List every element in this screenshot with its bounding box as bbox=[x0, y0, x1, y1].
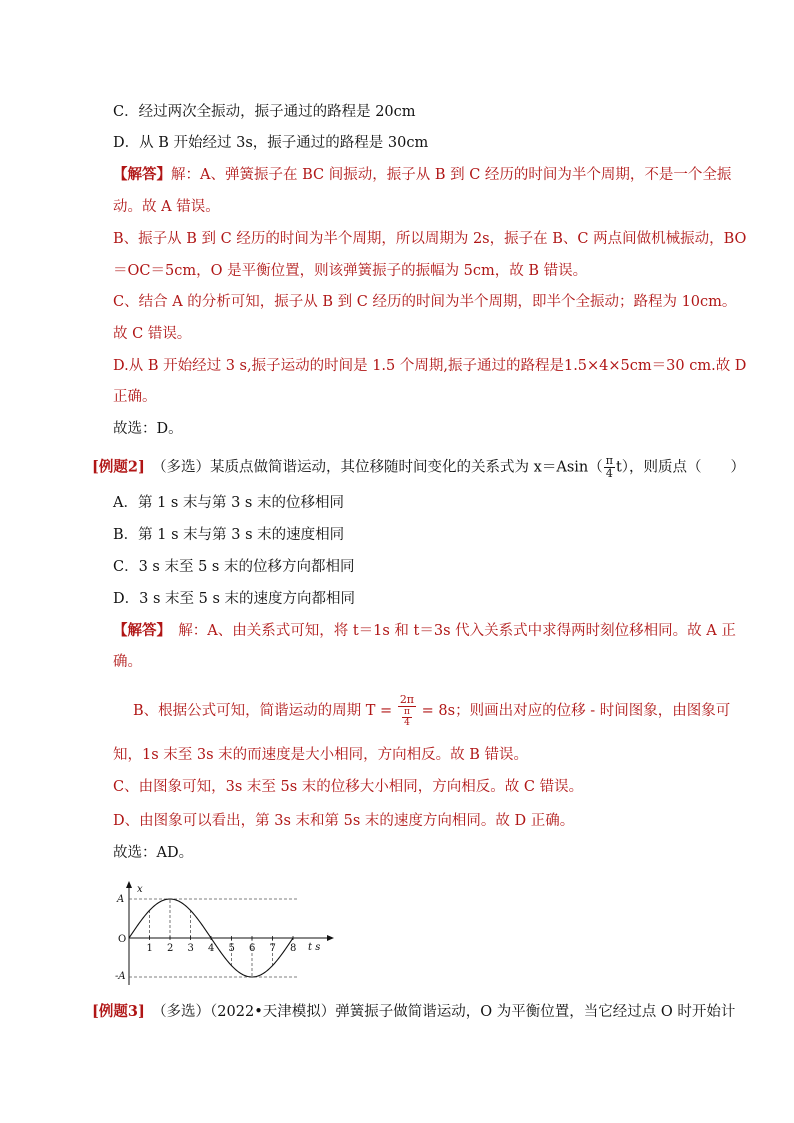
answer-2-line-5: D、由图象可以看出，第 3s 末和第 5s 末的速度方向相同。故 D 正确。 bbox=[113, 813, 575, 829]
answer-1-line-6: 故 C 错误。 bbox=[113, 326, 192, 342]
origin-label: O bbox=[118, 934, 127, 945]
example-2-option-c: C．3 s 末至 5 s 末的位移方向都相同 bbox=[113, 559, 355, 575]
y-axis-arrow bbox=[126, 881, 132, 888]
answer-1-line-2: 动。故 A 错误。 bbox=[113, 199, 220, 215]
tick-label-t3: 3 bbox=[187, 943, 194, 954]
example-3-tag: [例题3] bbox=[92, 1003, 145, 1020]
example-2-option-d: D．3 s 末至 5 s 末的速度方向都相同 bbox=[113, 591, 356, 607]
answer-1-line-1 bbox=[113, 165, 731, 185]
answer-2-period-line bbox=[133, 694, 730, 728]
example-2-question bbox=[92, 455, 745, 480]
tick-label-t8: 8 bbox=[290, 943, 297, 954]
answer-1-line-3: B、振子从 B 到 C 经历的时间为半个周期，所以周期为 2s，振子在 B、C 两点间做机械振动，BO bbox=[113, 231, 747, 247]
tick-label-t2: 2 bbox=[167, 943, 174, 954]
example-3-text: （多选）（2022•天津模拟）弹簧振子做简谐运动，O 为平衡位置，当它经过点 O 时开始计 bbox=[159, 1004, 736, 1020]
tick-label-t5: 5 bbox=[228, 943, 235, 954]
answer-2-line-2: 确。 bbox=[113, 654, 142, 670]
answer-2-text: 解：A、由关系式可知，将 t＝1s 和 t＝3s 代入关系式中求得两时刻位移相同。故 A 正 bbox=[178, 623, 736, 639]
option-c-line: C．经过两次全振动，振子通过的路程是 20cm bbox=[113, 104, 416, 120]
answer-2-choice: 故选：AD。 bbox=[113, 845, 194, 861]
answer-tag: 【解答】 bbox=[113, 166, 171, 183]
period-fraction: $\frac{2\pi}{\frac{\pi}{4}}$ bbox=[399, 693, 415, 728]
y-pos-label: A bbox=[117, 894, 125, 905]
example-2-text: （多选）某质点做简谐运动，其位移随时间变化的关系式为 x＝Asin（ bbox=[159, 459, 603, 476]
answer-2-tag: 【解答】 bbox=[113, 622, 164, 639]
example-2-option-b: B．第 1 s 末与第 3 s 末的速度相同 bbox=[113, 527, 345, 543]
period-text: B、根据公式可知，简谐运动的周期 T = bbox=[133, 703, 393, 719]
pi-over-4-fraction: $\frac{\pi}{4}$ bbox=[605, 454, 613, 480]
answer-2-line-1 bbox=[113, 621, 736, 641]
tick-label-t7: 7 bbox=[269, 943, 276, 954]
tick-label-t6: 6 bbox=[249, 943, 256, 954]
x-axis-arrow bbox=[327, 935, 334, 941]
option-d-line: D．从 B 开始经过 3s，振子通过的路程是 30cm bbox=[113, 135, 429, 151]
tick-label-t1: 1 bbox=[146, 943, 153, 954]
y-neg-label: -A bbox=[115, 971, 126, 982]
example-2-text-end: t），则质点（ ） bbox=[615, 459, 746, 476]
pi-over-4-small: $\frac{\pi}{4}$ bbox=[403, 707, 410, 728]
answer-1-line-7: D.从 B 开始经过 3 s,振子运动的时间是 1.5 个周期,振子通过的路程是1.5×4×5cm＝30 cm.故 D bbox=[113, 358, 747, 374]
answer-text: 解：A、弹簧振子在 BC 间振动，振子从 B 到 C 经历的时间为半个周期，不是一个全振 bbox=[171, 167, 732, 183]
answer-2-line-4: C、由图象可知，3s 末至 5s 末的位移大小相同，方向相反。故 C 错误。 bbox=[113, 779, 584, 795]
x-axis-label: t s bbox=[308, 942, 321, 953]
answer-1-line-4: ＝OC＝5cm，O 是平衡位置，则该弹簧振子的振幅为 5cm，故 B 错误。 bbox=[113, 263, 588, 279]
answer-2-line-3: 知，1s 末至 3s 末的而速度是大小相同，方向相反。故 B 错误。 bbox=[113, 747, 529, 763]
answer-1-line-8: 正确。 bbox=[113, 389, 157, 405]
sine-graph bbox=[112, 880, 337, 990]
tick-label-t4: 4 bbox=[208, 943, 215, 954]
period-text-end: = 8s；则画出对应的位移 - 时间图象，由图象可 bbox=[421, 703, 731, 719]
answer-1-line-5: C、结合 A 的分析可知，振子从 B 到 C 经历的时间为半个周期，即半个全振动；路程为 10cm。 bbox=[113, 294, 737, 310]
example-3-question bbox=[92, 1002, 735, 1022]
example-2-option-a: A．第 1 s 末与第 3 s 末的位移相同 bbox=[113, 495, 344, 511]
answer-1-choice: 故选：D。 bbox=[113, 421, 183, 437]
graph-axes bbox=[115, 881, 334, 985]
y-axis-label: x bbox=[137, 884, 143, 895]
example-2-tag: [例题2] bbox=[92, 458, 145, 476]
